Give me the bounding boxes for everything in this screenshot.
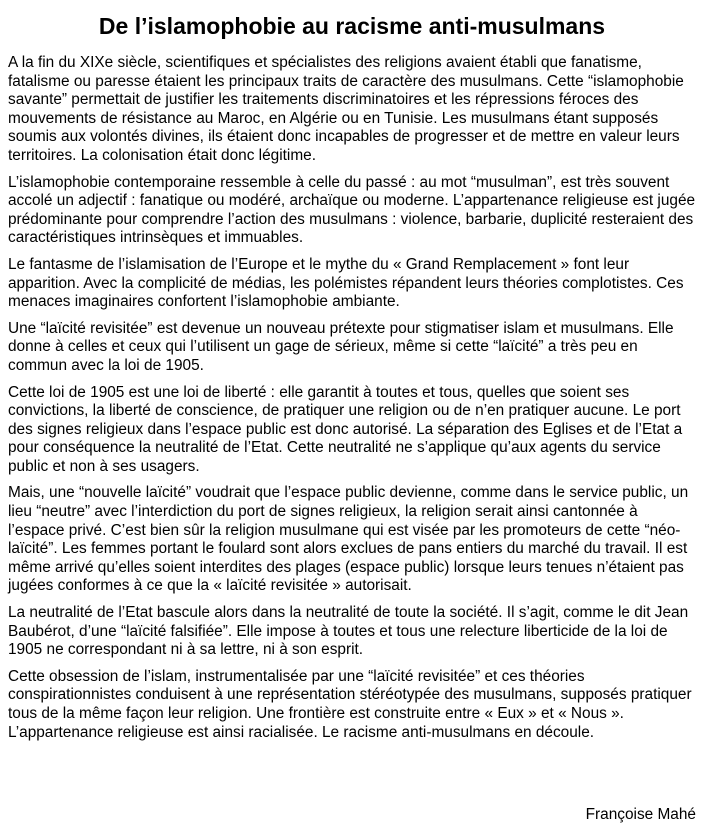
author-signature: Françoise Mahé	[585, 806, 696, 823]
paragraph-2: L’islamophobie contemporaine ressemble à celle du passé : au mot “musulman”, est très souvent accolé un adjectif : fanatique ou modéré, archaïque ou moderne. L’appartenance religieuse est jugée prédominante pour comprendre l’action des musulmans : violence, barbarie, duplicité resteraient des caractéristiques intrinsèques et immuables.	[8, 173, 696, 247]
paragraph-7: La neutralité de l’Etat bascule alors dans la neutralité de toute la société. Il s’agit, comme le dit Jean Baubérot, d’une “laïcité falsifiée”. Elle impose à toutes et tous une relecture liberticide de la loi de 1905 ne correspondant ni à sa lettre, ni à son esprit.	[8, 604, 689, 659]
paragraph-3: Le fantasme de l’islamisation de l’Europe et le mythe du « Grand Remplacement » font leur apparition. Avec la complicité de médias, les polémistes répandent leurs théories complotistes. Ces menaces imaginaires confortent l’islamophobie ambiante.	[8, 255, 684, 311]
paragraph-6: Mais, une “nouvelle laïcité” voudrait que l’espace public devienne, comme dans le service public, un lieu “neutre” avec l’interdiction du port de signes religieux, la religion serait ainsi cantonnée à l’espace privé. C’est bien sûr la religion musulmane qui est visée par les promoteurs de cette “néo-laïcité”. Les femmes portant le foulard sont alors exclues de pans entiers du marché du travail. Il est même arrivé qu’elles soient interdites des plages (espace public) lorsque leurs tenues n’étaient pas jugées conformes à ce que la « laïcité revisitée » autorisait.	[8, 484, 689, 595]
paragraph-5: Cette loi de 1905 est une loi de liberté : elle garantit à toutes et tous, quelles que soient ses convictions, la liberté de conscience, de pratiquer une religion ou de n’en pratiquer aucune. Le port des signes religieux dans l’espace public est donc autorisé. La séparation des Eglises et de l’Etat a pour conséquence la neutralité de l’Etat. Cette neutralité ne s’applique qu’aux agents du service public et non à ses usagers.	[8, 383, 683, 475]
article-title: De l’islamophobie au racisme anti-musulmans	[98, 13, 606, 39]
paragraph-8: Cette obsession de l’islam, instrumentalisée par une “laïcité revisitée” et ces théories conspirationnistes conduisent à une représentation stéréotypée des musulmans, supposés pratiquer tous de la même façon leur religion. Une frontière est construite entre « Eux » et « Nous ». L’appartenance religieuse est ainsi racialisée. Le racisme anti-musulmans en découle.	[8, 667, 692, 741]
paragraph-1: A la fin du XIXe siècle, scientifiques et spécialistes des religions avaient établi que fanatisme, fatalisme ou paresse étaient les principaux traits de caractère des musulmans. Cette “islamophobie savante” permettait de justifier les traitements discriminatoires et les répressions féroces des mouvements de résistance au Maroc, en Algérie ou en Tunisie. Les musulmans étant supposés soumis aux volontés divines, ils étaient donc incapables de progresser et de mettre en valeur leurs territoires. La colonisation était donc légitime.	[8, 54, 684, 164]
paragraph-4: Une “laïcité revisitée” est devenue un nouveau prétexte pour stigmatiser islam et musulmans. Elle donne à celles et ceux qui l’utilisent un gage de sérieux, même si cette “laïcité” a très peu en commun avec la loi de 1905.	[8, 319, 674, 374]
